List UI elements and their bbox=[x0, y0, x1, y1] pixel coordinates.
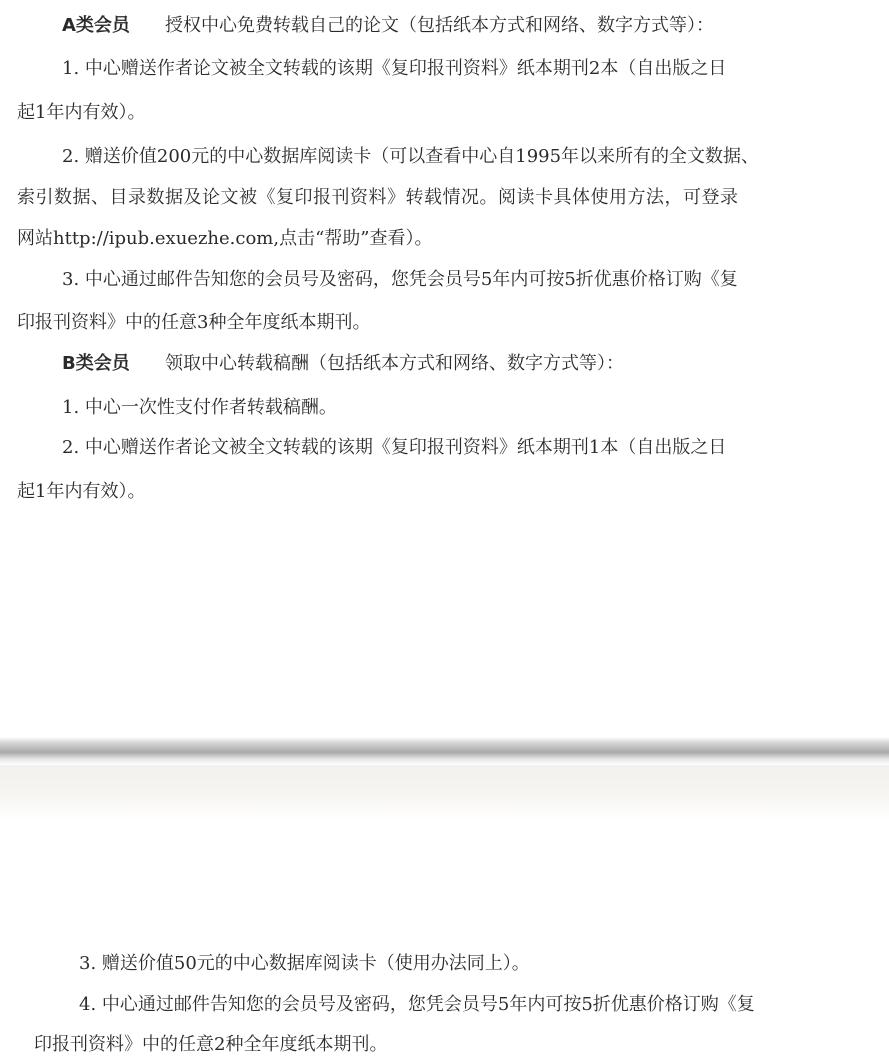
section-a-item2-line1: 2. 赠送价值200元的中心数据库阅读卡（可以查看中心自1995年以来所有的全文数据、 bbox=[62, 146, 760, 167]
section-a-item1-line2: 起1年内有效）。 bbox=[17, 102, 146, 123]
section-a-item1-line1: 1. 中心赠送作者论文被全文转载的该期《复印报刊资料》纸本期刊2本（自出版之日 bbox=[62, 58, 727, 79]
section-b-item3: 3. 赠送价值50元的中心数据库阅读卡（使用办法同上）。 bbox=[79, 953, 530, 974]
section-a-item3-line2: 印报刊资料》中的任意3种全年度纸本期刊。 bbox=[17, 312, 371, 333]
section-b-intro: 领取中心转载稿酬（包括纸本方式和网络、数字方式等）： bbox=[165, 353, 624, 374]
section-b-item2-line1: 2. 中心赠送作者论文被全文转载的该期《复印报刊资料》纸本期刊1本（自出版之日 bbox=[62, 437, 727, 458]
section-a-item2-line3: 网站http://ipub.exuezhe.com,点击“帮助”查看）。 bbox=[17, 228, 433, 249]
section-a-item3-line1: 3. 中心通过邮件告知您的会员号及密码，您凭会员号5年内可按5折优惠价格订购《复 bbox=[62, 269, 738, 290]
section-b-item2-line2: 起1年内有效）。 bbox=[17, 481, 146, 502]
section-a-item2-line2: 索引数据、目录数据及论文被《复印报刊资料》转载情况。阅读卡具体使用方法，可登录 bbox=[17, 187, 739, 208]
section-b-item1: 1. 中心一次性支付作者转载稿酬。 bbox=[62, 397, 337, 418]
scan-edge bbox=[0, 765, 889, 820]
section-b-heading: B类会员 bbox=[62, 353, 130, 374]
section-b-item4-line2: 印报刊资料》中的任意2种全年度纸本期刊。 bbox=[34, 1034, 388, 1055]
page-fold-shadow bbox=[0, 737, 889, 765]
section-b-item4-line1: 4. 中心通过邮件告知您的会员号及密码，您凭会员号5年内可按5折优惠价格订购《复 bbox=[79, 994, 755, 1015]
section-a-heading: A类会员 bbox=[62, 15, 130, 36]
section-a-intro: 授权中心免费转载自己的论文（包括纸本方式和网络、数字方式等）： bbox=[165, 15, 714, 36]
